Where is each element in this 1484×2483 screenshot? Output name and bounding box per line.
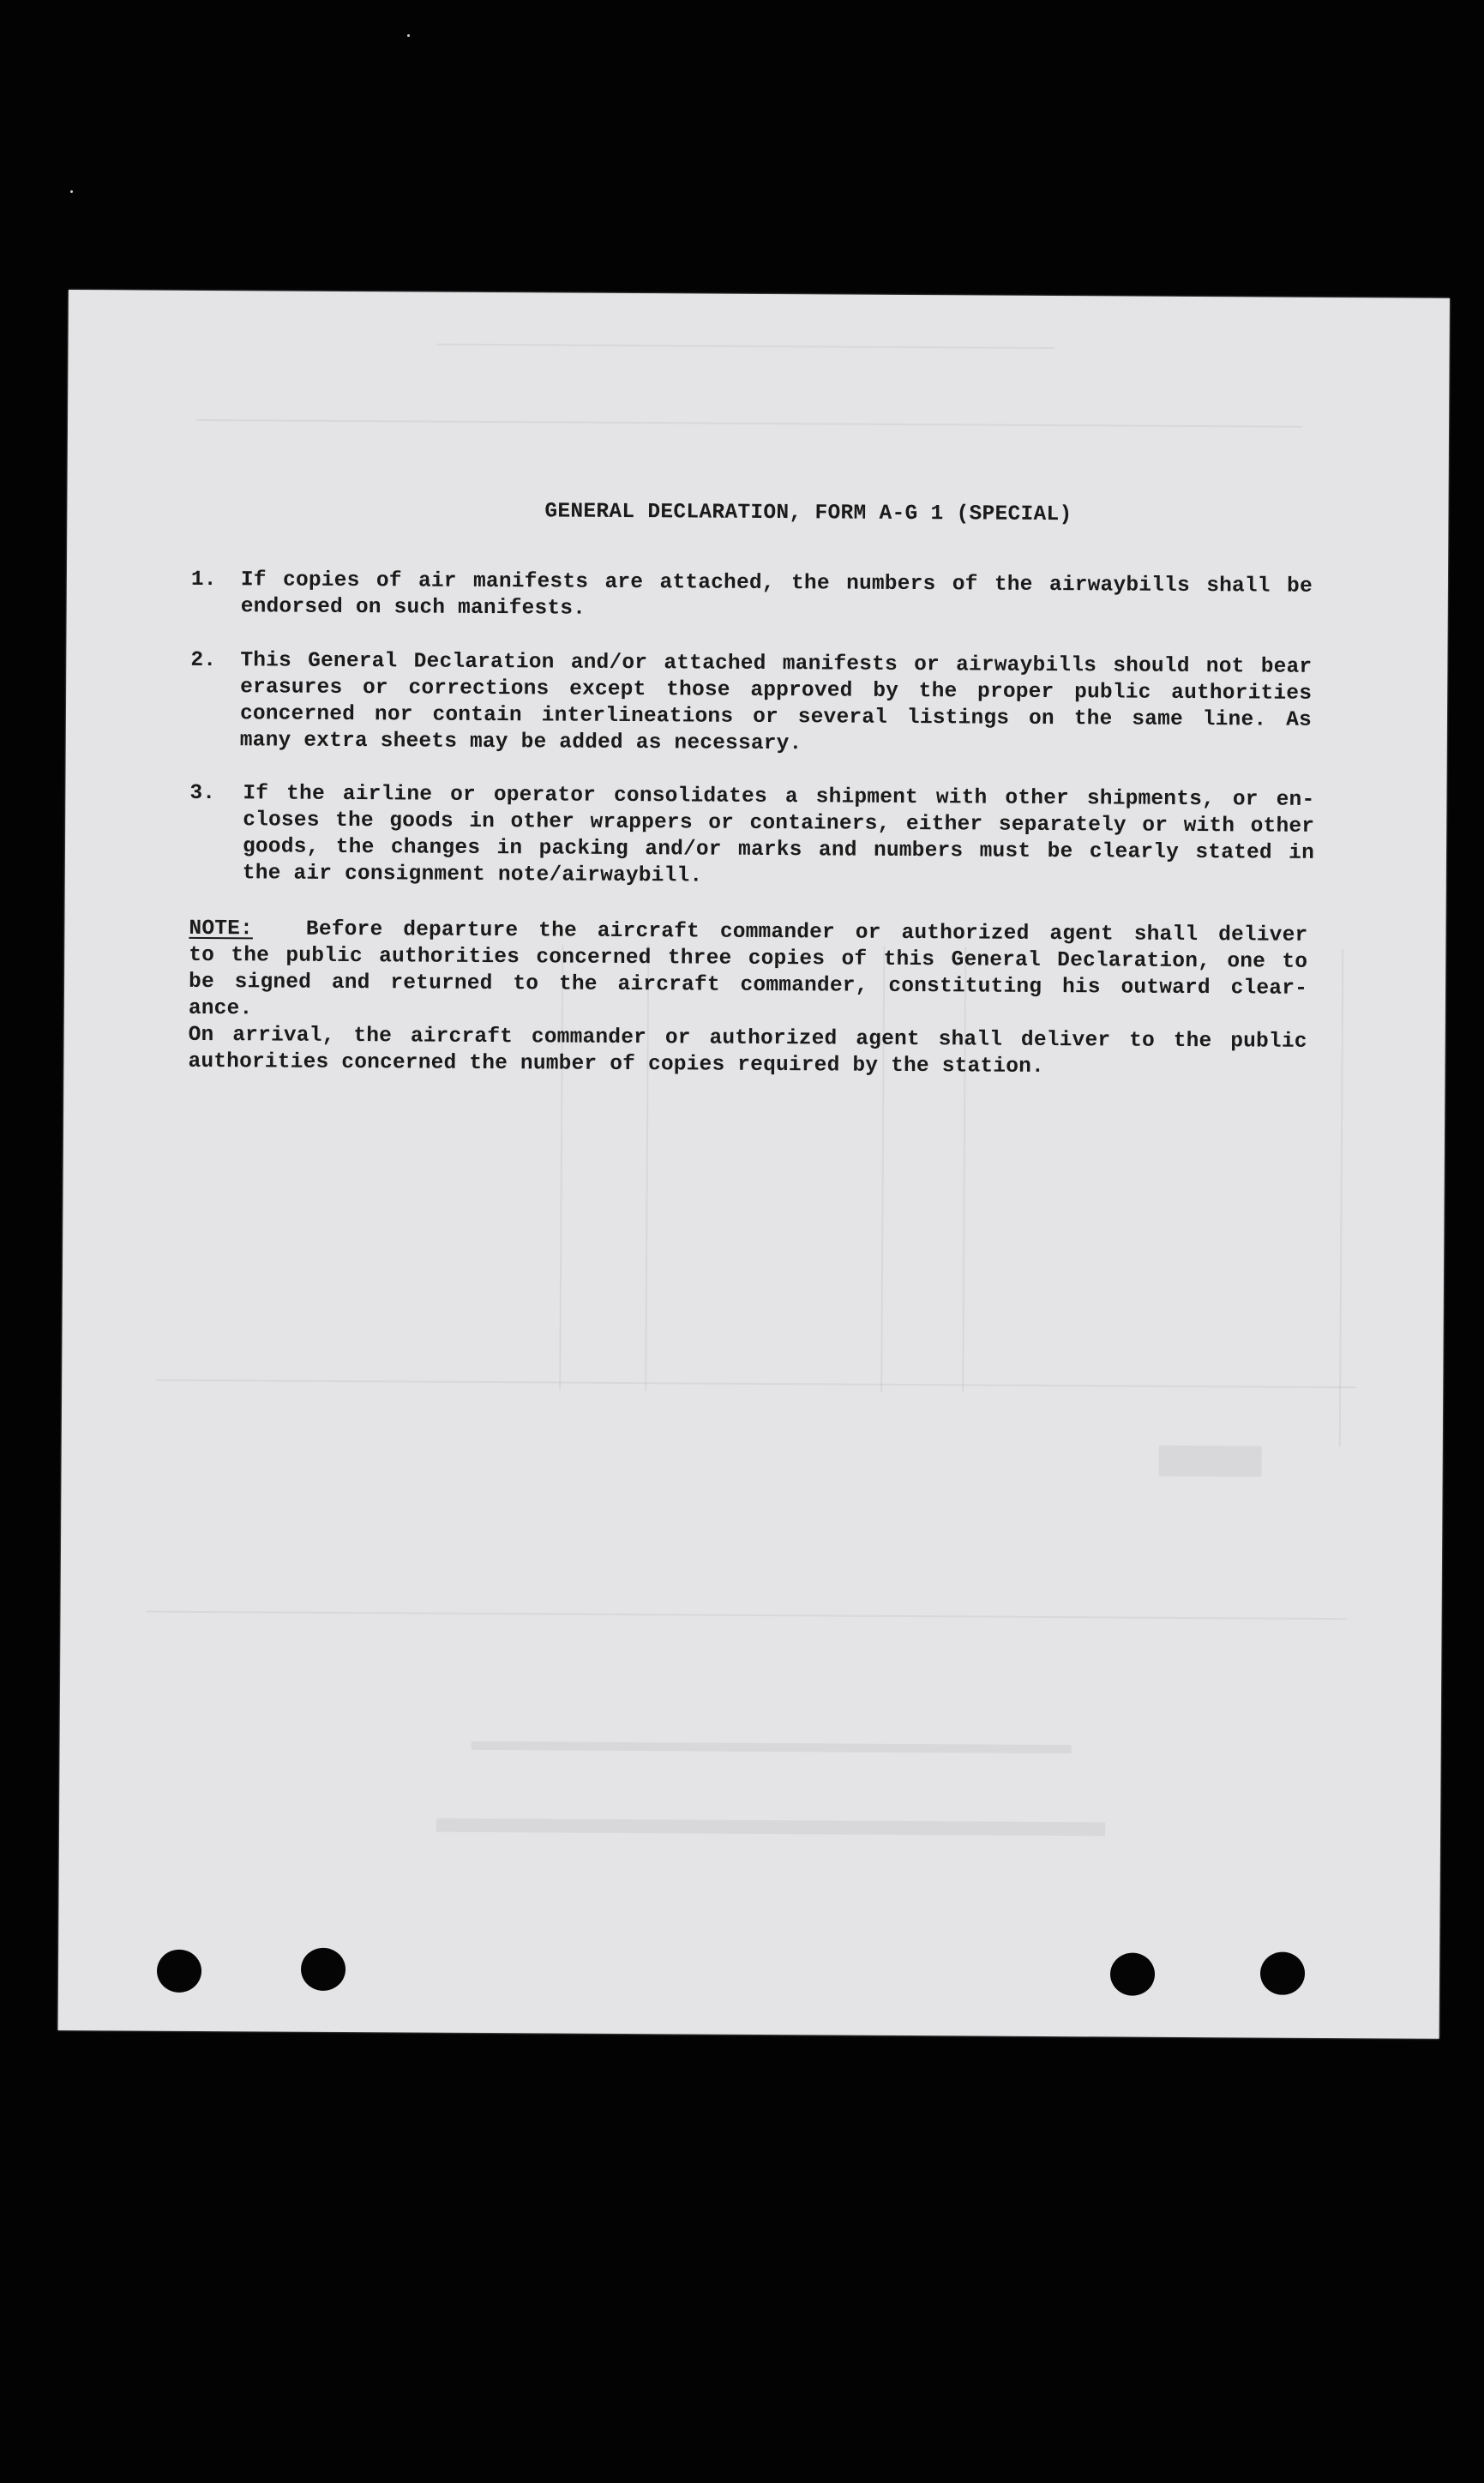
background-speck bbox=[407, 34, 410, 37]
item-text bbox=[243, 780, 1315, 893]
show-through-mark bbox=[436, 1819, 1105, 1837]
item-text bbox=[240, 647, 1313, 761]
note-first-line: Before departure the aircraft commander or authorized agent shall deliver bbox=[305, 917, 1308, 947]
punch-hole bbox=[301, 1948, 345, 1991]
item-number: 3. bbox=[189, 781, 216, 806]
arrival-note bbox=[188, 1022, 1307, 1082]
text-line: This General Declaration and/or attached manifests or airwaybills should not bear bbox=[240, 649, 1313, 679]
item-number: 2. bbox=[190, 648, 217, 673]
show-through-mark bbox=[1159, 1446, 1262, 1477]
show-through-mark bbox=[156, 1380, 1356, 1389]
text-line: many extra sheets may be added as necessary. bbox=[239, 729, 802, 756]
document-page bbox=[58, 290, 1450, 2039]
text-line: endorsed on such manifests. bbox=[240, 595, 586, 621]
punch-hole bbox=[157, 1950, 201, 1993]
background-speck bbox=[70, 190, 73, 193]
text-line: the air consignment note/airwaybill. bbox=[242, 862, 703, 888]
text-line: authorities concerned the number of copies required by the station. bbox=[188, 1049, 1045, 1079]
text-line: to the public authorities concerned three copies of this General Declaration, one to bbox=[189, 943, 1308, 974]
departure-note bbox=[189, 916, 1308, 1029]
text-line: concerned nor contain interlineations or several listings on the same line. As bbox=[239, 702, 1313, 732]
declaration-content bbox=[188, 500, 1391, 1079]
item-number: 1. bbox=[190, 568, 217, 592]
punch-hole bbox=[1110, 1952, 1155, 1995]
show-through-mark bbox=[196, 419, 1302, 428]
show-through-mark bbox=[1339, 949, 1344, 1446]
text-line: closes the goods in other wrappers or containers, either separately or with other bbox=[243, 809, 1315, 839]
text-line: ance. bbox=[188, 996, 253, 1021]
show-through-mark bbox=[147, 1611, 1347, 1620]
note-label: NOTE: bbox=[189, 917, 254, 941]
item-text bbox=[241, 567, 1313, 627]
text-line: goods, the changes in packing and/or marks and numbers must be clearly stated in bbox=[242, 835, 1315, 865]
show-through-mark bbox=[437, 344, 1054, 349]
instruction-item-3 bbox=[189, 780, 1391, 888]
page-title: GENERAL DECLARATION, FORM A-G 1 (SPECIAL) bbox=[544, 500, 1072, 527]
instruction-item-2 bbox=[190, 647, 1391, 756]
text-line: On arrival, the aircraft commander or authorized agent shall deliver to the public bbox=[188, 1023, 1307, 1054]
text-line: If the airline or operator consolidates a shipment with other shipments, or en- bbox=[243, 782, 1315, 812]
text-line: be signed and returned to the aircraft commander, constituting his outward clear- bbox=[188, 970, 1308, 1001]
instruction-item-1 bbox=[190, 567, 1391, 621]
punch-hole bbox=[1260, 1952, 1305, 1995]
show-through-mark bbox=[472, 1741, 1072, 1753]
text-line: erasures or corrections except those approved by the proper public authorities bbox=[240, 676, 1313, 706]
text-line: If copies of air manifests are attached, the numbers of the airwaybills shall be bbox=[240, 568, 1313, 598]
